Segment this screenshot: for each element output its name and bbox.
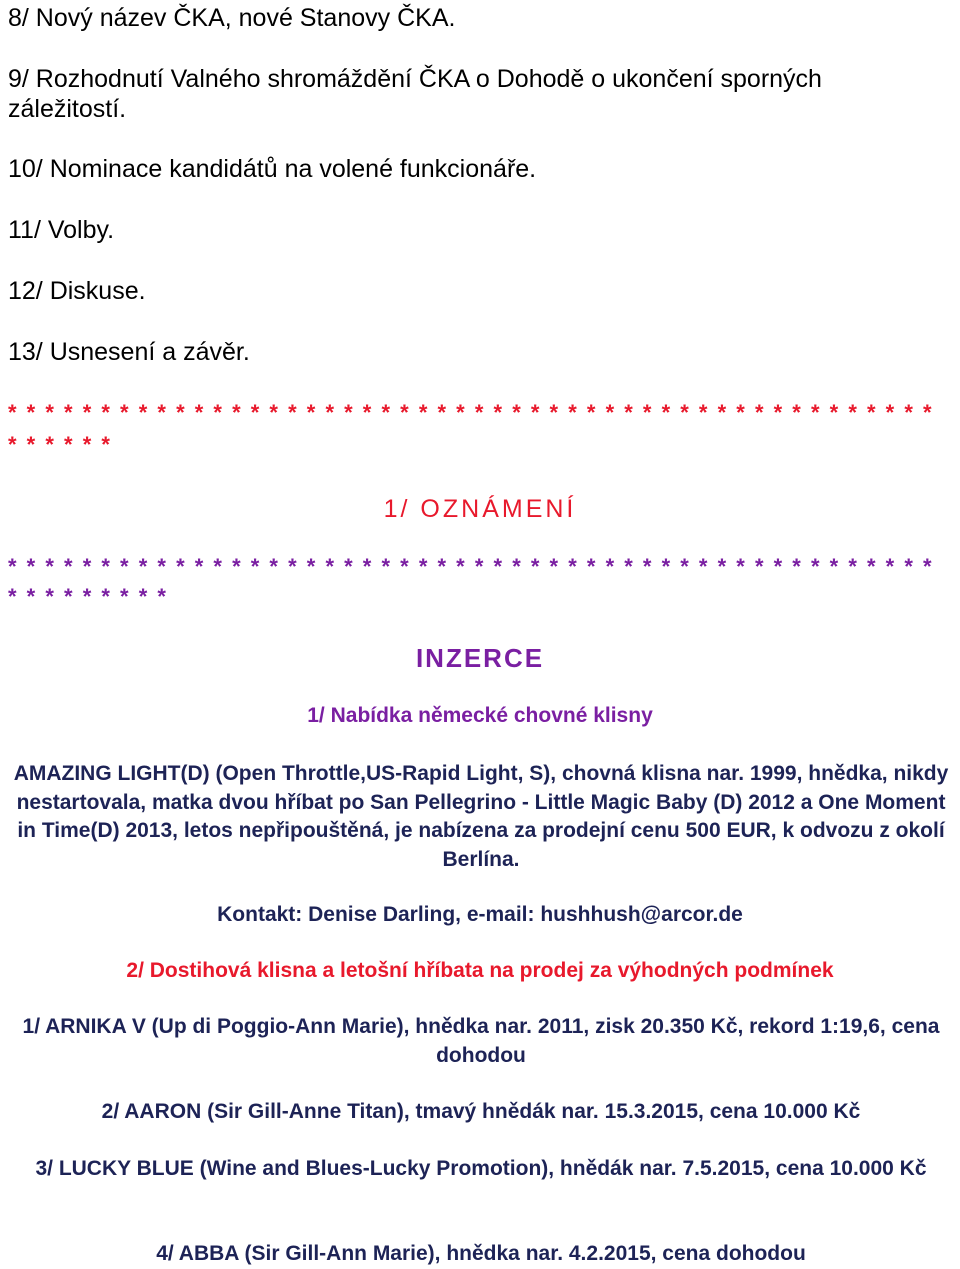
list-item: 3/ LUCKY BLUE (Wine and Blues-Lucky Promotion), hnědák nar. 7.5.2015, cena 10.000 Kč (35, 1157, 927, 1180)
agenda-item-10: 10/ Nominace kandidátů na volené funkcionáře. (8, 155, 537, 183)
section1-description: AMAZING LIGHT(D) (Open Throttle,US-Rapid Light, S), chovná klisna nar. 1999, hnědka, nikdy nestartovala, matka dvou hříbat po San Pellegrino - Little Magic Baby (D) 2012 a One Moment in Time(D) 2013, letos nepřipouštěná, je nabízena za prodejní cenu 500 EUR, k odvozu z okolí Berlína. (13, 762, 949, 871)
ads-heading: INZERCE (415, 643, 545, 673)
section2-title: 2/ Dostihová klisna a letošní hříbata na prodej za výhodných podmínek (126, 959, 834, 982)
section1-title: 1/ Nabídka německé chovné klisny (307, 704, 653, 727)
agenda-item-9-cont: záležitostí. (8, 95, 127, 123)
agenda-item-13: 13/ Usnesení a závěr. (8, 338, 250, 366)
purple-stars-divider-line2: * * * * * * * * * (8, 584, 167, 609)
red-stars-divider-line2: * * * * * * (8, 432, 111, 457)
agenda-item-12: 12/ Diskuse. (8, 277, 146, 305)
announcement-heading: 1/ OZNÁMENÍ (383, 495, 577, 523)
purple-stars-divider-line1: * * * * * * * * * * * * * * * * * * * * * * * * * * * * * * * * * * * * * * * * * * * * * * * * * * (8, 554, 933, 579)
agenda-item-8: 8/ Nový název ČKA, nové Stanovy ČKA. (8, 4, 456, 32)
red-stars-divider-line1: * * * * * * * * * * * * * * * * * * * * * * * * * * * * * * * * * * * * * * * * * * * * * * * * * * (8, 400, 933, 425)
list-item: 1/ ARNIKA V (Up di Poggio-Ann Marie), hnědka nar. 2011, zisk 20.350 Kč, rekord 1:19,6, cena dohodou (22, 1015, 940, 1067)
agenda-item-9: 9/ Rozhodnutí Valného shromáždění ČKA o Dohodě o ukončení sporných (8, 65, 822, 93)
list-item: 2/ AARON (Sir Gill-Anne Titan), tmavý hnědák nar. 15.3.2015, cena 10.000 Kč (101, 1100, 861, 1123)
section1-contact: Kontakt: Denise Darling, e-mail: hushhush@arcor.de (217, 903, 743, 926)
list-item: 4/ ABBA (Sir Gill-Ann Marie), hnědka nar. 4.2.2015, cena dohodou (156, 1242, 806, 1265)
agenda-item-11: 11/ Volby. (8, 216, 115, 244)
